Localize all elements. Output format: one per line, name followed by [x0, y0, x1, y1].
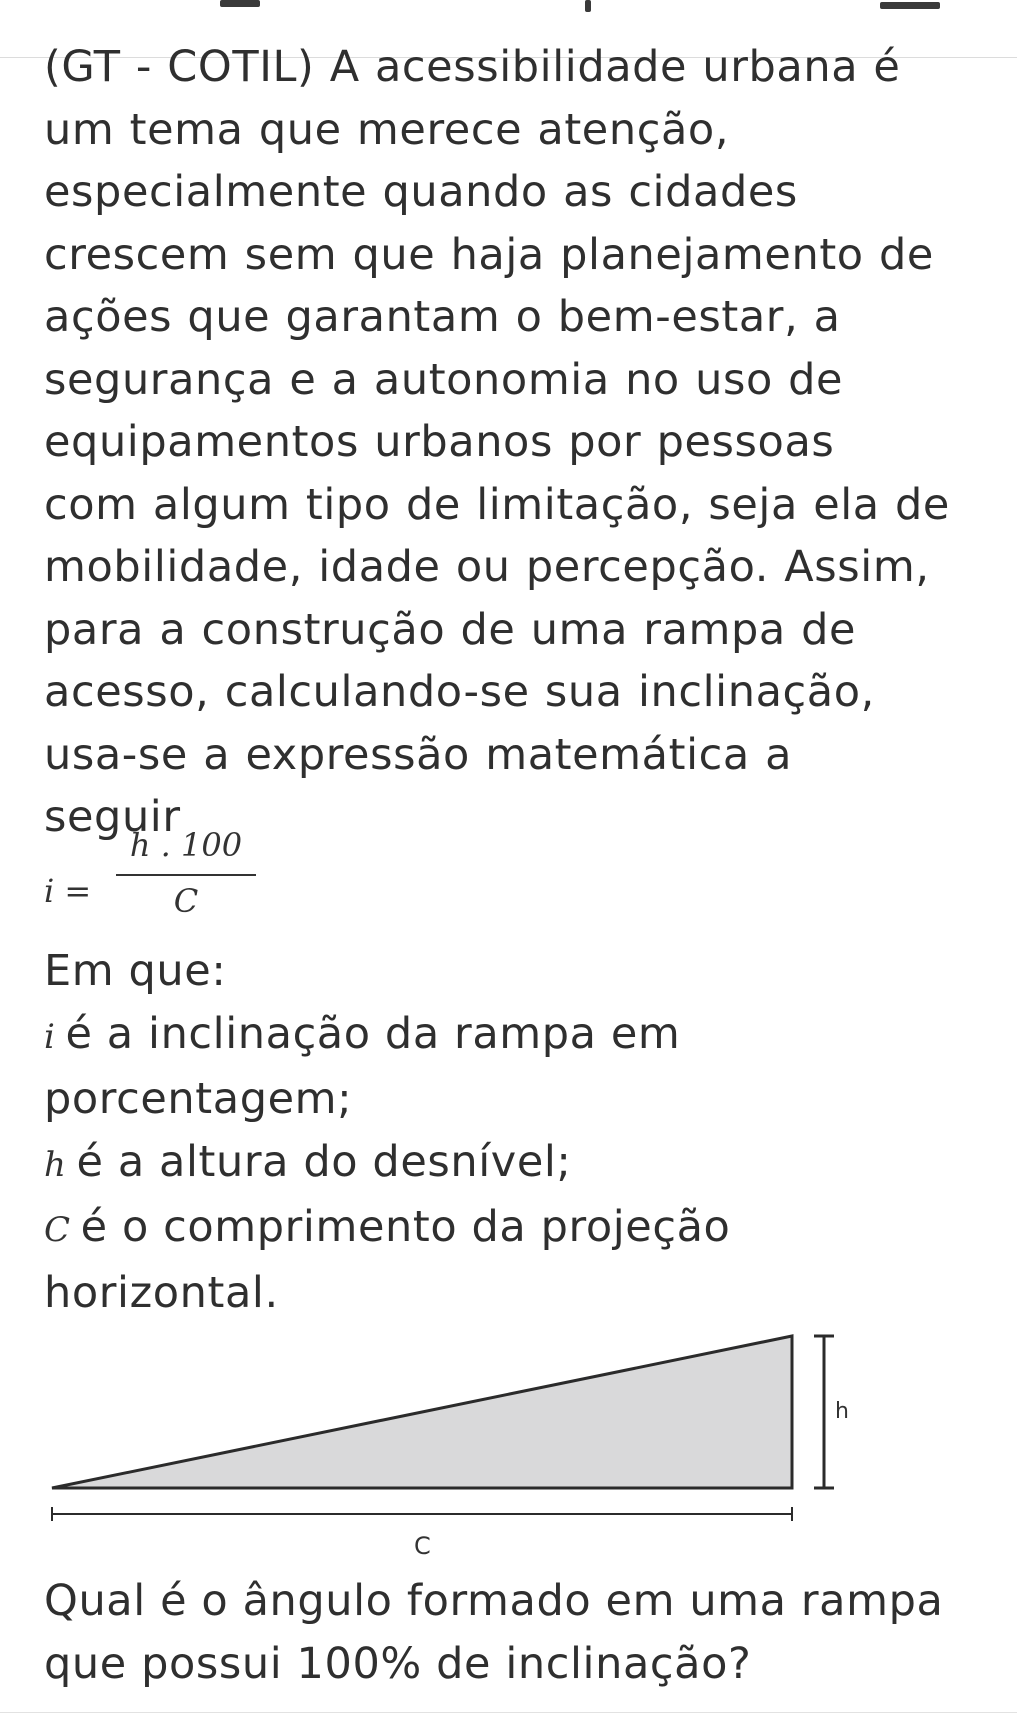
paragraph-line: um tema que merece atenção,: [44, 104, 730, 155]
ramp-diagram: [40, 1318, 870, 1568]
formula-lhs: i =: [44, 872, 92, 910]
definition-h-text: é a altura do desnível;: [76, 1136, 572, 1187]
paragraph-line: com algum tipo de limitação, seja ela de: [44, 479, 950, 530]
paragraph-line: usa-se a expressão matemática a: [44, 729, 793, 780]
cropped-text-fragment: [585, 0, 591, 12]
height-label: h: [835, 1399, 849, 1424]
cropped-header-fragments: [0, 0, 1017, 16]
length-label: C: [414, 1532, 431, 1560]
paragraph-line: crescem sem que haja planejamento de: [44, 229, 934, 280]
question-paragraph: [44, 36, 994, 849]
definition-i: [44, 1003, 994, 1069]
height-dimension: [814, 1336, 834, 1488]
paragraph-line: segurança e a autonomia no uso de: [44, 354, 844, 405]
paragraph-line: ações que garantam o bem-estar, a: [44, 292, 841, 342]
definition-i-continuation: porcentagem;: [44, 1074, 353, 1124]
cropped-text-fragment: [220, 0, 260, 7]
formula-numerator: h . 100: [129, 826, 243, 864]
definition-h: [44, 1131, 994, 1197]
paragraph-line: mobilidade, idade ou percepção. Assim,: [44, 542, 930, 592]
bottom-divider: [0, 1712, 1017, 1713]
ramp-figure: [40, 1318, 870, 1568]
symbol-i: i: [44, 1016, 56, 1057]
formula-fraction: [116, 826, 256, 920]
symbol-c: C: [44, 1210, 71, 1250]
definitions-intro: Em que:: [44, 946, 227, 996]
final-question-line: Qual é o ângulo formado em uma rampa: [44, 1576, 944, 1626]
variable-definitions: [44, 940, 994, 1324]
paragraph-line: acesso, calculando-se sua inclinação,: [44, 667, 875, 717]
symbol-h: h: [44, 1144, 67, 1185]
paragraph-line: especialmente quando as cidades: [44, 167, 798, 217]
definition-i-text: é a inclinação da rampa em: [65, 1008, 681, 1059]
formula-denominator: C: [173, 882, 199, 920]
definition-c: [44, 1196, 994, 1262]
final-question-line: que possui 100% de inclinação?: [44, 1638, 752, 1689]
definition-c-text: é o comprimento da projeção: [80, 1202, 731, 1252]
ramp-triangle: [52, 1336, 792, 1488]
final-question: [44, 1570, 1004, 1695]
fraction-bar: [116, 874, 256, 876]
paragraph-line: equipamentos urbanos por pessoas: [44, 417, 835, 467]
question-statement: [44, 36, 994, 849]
cropped-text-fragment: [880, 2, 940, 9]
length-dimension: [52, 1507, 792, 1521]
paragraph-line: (GT - COTIL) A acessibilidade urbana é: [44, 42, 901, 92]
paragraph-line: seguir: [44, 792, 181, 842]
paragraph-line: para a construção de uma rampa de: [44, 604, 857, 655]
definition-c-continuation: horizontal.: [44, 1267, 279, 1318]
